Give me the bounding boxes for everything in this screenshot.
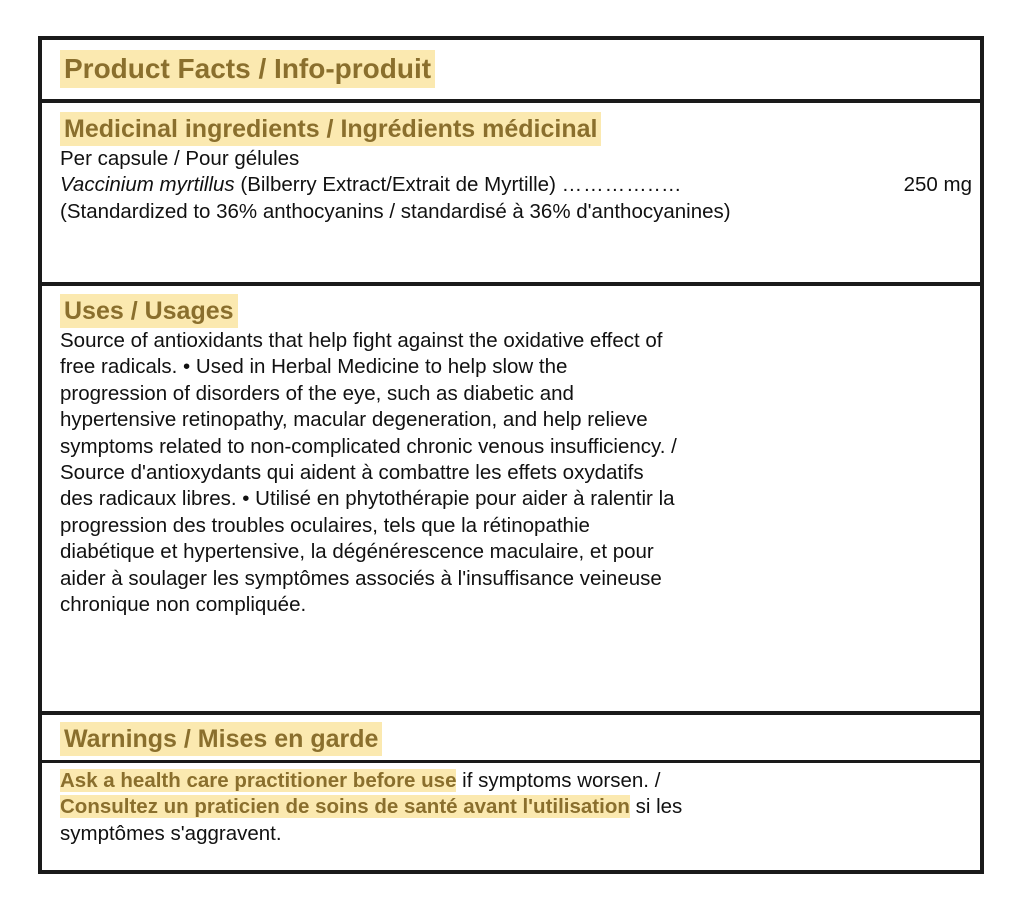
warning-emphasis: Consultez un praticien de soins de santé avant l'utilisation [60, 795, 630, 819]
medicinal-section [42, 112, 980, 225]
standardized-text: (Standardized to 36% anthocyanins / standardisé à 36% d'anthocyanines) [60, 199, 731, 223]
warning-text: if symptoms worsen. / [456, 769, 661, 792]
warnings-heading-section [42, 722, 980, 756]
divider [42, 760, 980, 763]
per-capsule-text: Per capsule / Pour gélules [60, 147, 300, 170]
uses-heading: Uses / Usages [60, 294, 238, 328]
warning-emphasis: Ask a health care practitioner before use [60, 769, 457, 792]
uses-line: hypertensive retinopathy, macular degeneration, and help relieve [60, 408, 648, 432]
uses-line: free radicals. • Used in Herbal Medicine to help slow the [60, 355, 568, 379]
uses-line: diabétique et hypertensive, la dégénérescence maculaire, et pour [60, 540, 654, 564]
warnings-section [42, 768, 980, 847]
warning-line [60, 768, 980, 794]
medicinal-heading: Medicinal ingredients / Ingrédients médicinal [60, 112, 601, 146]
divider [42, 99, 980, 103]
uses-line: symptoms related to non-complicated chronic venous insufficiency. / [60, 434, 677, 458]
divider [42, 711, 980, 715]
uses-text [60, 328, 980, 618]
page-title: Product Facts / Info-produit [60, 50, 435, 88]
uses-line: aider à soulager les symptômes associés à l'insuffisance veineuse [60, 566, 662, 590]
ingredient-common-name: (Bilberry Extract/Extrait de Myrtille) [234, 173, 562, 197]
warning-text: si les [629, 795, 683, 819]
warning-line: symptômes s'aggravent. [60, 821, 282, 845]
warning-line [60, 794, 980, 820]
divider [42, 282, 980, 286]
uses-line: chronique non compliquée. [60, 593, 307, 617]
ingredient-row [60, 172, 980, 198]
product-facts-panel [38, 36, 984, 874]
ingredient-amount: 250 mg [903, 173, 972, 197]
warnings-heading: Warnings / Mises en garde [60, 722, 382, 756]
ingredient-latin-name: Vaccinium myrtillus [60, 173, 235, 197]
uses-line: Source of antioxidants that help fight against the oxidative effect of [60, 329, 663, 352]
uses-line: des radicaux libres. • Utilisé en phytothérapie pour aider à ralentir la [60, 487, 675, 511]
uses-line: Source d'antioxydants qui aident à combattre les effets oxydatifs [60, 461, 644, 485]
uses-section [42, 294, 980, 618]
uses-line: progression of disorders of the eye, such as diabetic and [60, 381, 574, 405]
leader-dots: …………..… [561, 173, 683, 197]
uses-line: progression des troubles oculaires, tels que la rétinopathie [60, 513, 590, 537]
title-section [42, 50, 980, 102]
